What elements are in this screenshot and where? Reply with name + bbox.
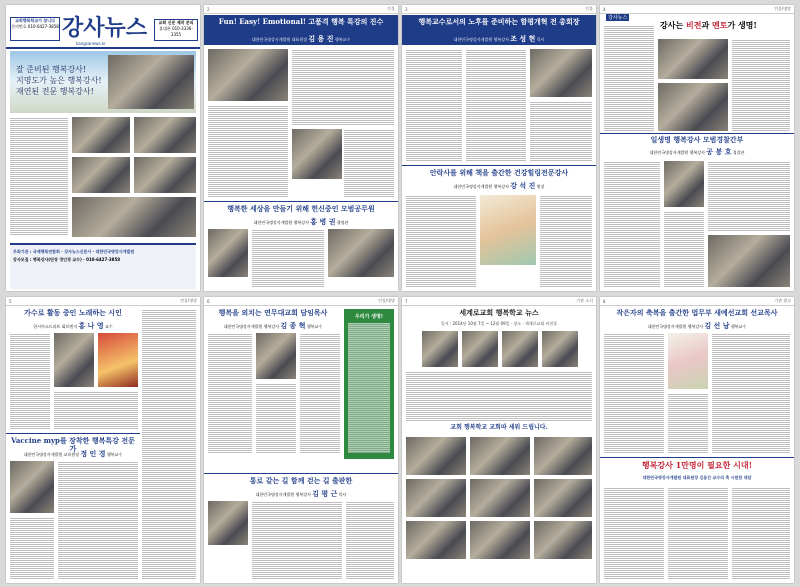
- article-text: [406, 49, 462, 161]
- page-8: [600, 297, 794, 583]
- section-label: 기관 광고: [774, 298, 791, 303]
- headline-2: 통로 같는 길 함께 걷는 길 출판한: [249, 476, 353, 485]
- class-photo-5: [470, 479, 530, 517]
- section-label: 인물/명망: [774, 6, 791, 11]
- article-text-2: [208, 105, 288, 197]
- byline-name: 김 용 진: [308, 35, 334, 43]
- class-photo-8: [470, 521, 530, 559]
- article-text-3: [668, 393, 708, 453]
- byline-2-name: 김 평 근: [312, 490, 338, 498]
- byline-2-sub: 대한민국명강사개발원 행복강사: [453, 184, 509, 189]
- byline-title: 교수: [104, 324, 113, 329]
- ad-box-title: 교회 신문 제작 문의: [158, 20, 194, 25]
- byline: [206, 321, 340, 331]
- byline-title: 목사: [536, 37, 545, 42]
- award-photo: [708, 235, 790, 287]
- byline-2-name: 강 석 진: [510, 182, 536, 190]
- byline-2-sub: 대한민국명강사개발원 행복강사: [253, 220, 310, 225]
- divider: [204, 473, 398, 474]
- page-number: 5: [9, 298, 12, 304]
- section-label: 인물/명망: [180, 298, 197, 303]
- article-text-4: [664, 211, 704, 287]
- article-text-5: [540, 195, 592, 287]
- event-caption: 일시 : 2014년 10월 7일 ~ 12월 09일 · 장소 : 세계로교회 비전홀: [440, 321, 558, 326]
- class-photo-3: [534, 437, 592, 475]
- seminar-photo: [658, 83, 728, 131]
- headline-mentor: 멘토: [711, 20, 728, 30]
- page-header: [402, 5, 596, 14]
- portrait-photo: [658, 39, 728, 79]
- ceremony-photo: [328, 229, 394, 277]
- article-text-4: [10, 517, 54, 579]
- section-label: 인물: [585, 6, 593, 11]
- page-header: [600, 297, 794, 306]
- seminar-photo-2: [72, 117, 130, 153]
- album-cover: [98, 333, 138, 387]
- headline: 작은자의 축복을 출간한 법무부 새예선교회 선교목사: [616, 308, 778, 317]
- portrait-photo: [208, 501, 248, 545]
- ad-box: [154, 19, 198, 41]
- byline-sub: 대한민국명강사개발원 대표원장: [251, 37, 308, 42]
- masthead: 강사뉴스: [62, 15, 148, 41]
- green-sidebar-text: [348, 323, 390, 453]
- class-photo-1: [406, 437, 466, 475]
- headline-part-a: 강사는: [660, 20, 686, 30]
- byline-2: [402, 181, 596, 191]
- article-text-3: [708, 161, 790, 231]
- page-number: 7: [405, 298, 408, 304]
- paper-tag: 강사뉴스: [608, 15, 628, 21]
- page-2: [204, 5, 398, 291]
- headline: 행복교수로서의 노후를 준비하는 함평개혁 전 총회장: [418, 17, 580, 26]
- page-header: [6, 297, 200, 306]
- divider: [6, 433, 140, 434]
- headline-2: 안락사를 위해 책을 출간한 건강힐링전문강사: [429, 168, 569, 177]
- byline-2-sub: 대한민국명강사개발원 교육원장: [23, 452, 80, 457]
- divider: [204, 201, 398, 202]
- byline-name: 홍 나 영: [78, 322, 104, 330]
- page-number: 6: [207, 298, 210, 304]
- class-photo-6: [534, 479, 592, 517]
- page-6: [204, 297, 398, 583]
- article-text-2: [300, 333, 340, 453]
- big-headline: 행복강사 1만명이 필요한 시대!: [641, 460, 753, 470]
- portrait-photo: [10, 461, 54, 513]
- page-header: [204, 5, 398, 14]
- class-photo-9: [534, 521, 592, 559]
- section-label: 기관 소식: [576, 298, 593, 303]
- site-url[interactable]: kangsanews.kr: [76, 41, 106, 46]
- article-text-4: [604, 487, 664, 579]
- byline-2-title: 행복교수: [106, 452, 123, 457]
- byline-2: [204, 217, 398, 227]
- byline-name: 김 선 남: [704, 322, 730, 330]
- article-text-2: [712, 333, 790, 453]
- slogan-2: 지명도가 높은 행복강사!: [16, 75, 102, 85]
- byline-title: 행복교수: [306, 324, 323, 329]
- headline-2: Vaccine myp를 장착한 행복특강 전문가: [11, 436, 135, 454]
- byline-sub: 대한민국명강사개발원 행복강사: [453, 37, 509, 42]
- headline: Fun! Easy! Emotional! 고품격 행복 특강의 진수: [218, 17, 384, 26]
- singer-photo: [54, 333, 94, 387]
- divider: [402, 165, 596, 166]
- page-number: 3: [405, 6, 408, 12]
- pastor-portrait: [256, 333, 296, 379]
- byline-title: 행복교수: [334, 37, 351, 42]
- headline-banner: [204, 15, 398, 45]
- big-headline-sub: 대한민국명강사개발원 대표원장 김용진 교수의 축 시원한 대담: [642, 475, 752, 480]
- byline-sub: 대한민국명강사개발원 행복강사: [647, 324, 704, 329]
- cover-footer: [10, 243, 196, 289]
- cover-text-column: [10, 117, 68, 235]
- speaker-photo-2: [462, 331, 498, 367]
- lecture-photo: [208, 49, 288, 101]
- ad-box-phone: 휴대폰 010-3336-3355: [159, 26, 193, 37]
- byline-name: 김 종 혁: [280, 322, 306, 330]
- article-text: [208, 333, 252, 453]
- byline-2-name: 홍 병 권: [310, 218, 336, 226]
- page-header: [600, 5, 794, 14]
- portrait-photo: [208, 229, 248, 277]
- page-number: 8: [603, 298, 606, 304]
- class-photo-7: [406, 521, 466, 559]
- headline: 행복을 외치는 연무대교회 담임목사: [218, 308, 328, 317]
- divider: [600, 457, 794, 458]
- byline-2-name: 공 봉 호: [706, 148, 732, 156]
- article-text: [10, 333, 50, 429]
- officer-portrait: [664, 161, 704, 207]
- section-label: 인물: [387, 6, 395, 11]
- slogan-1: 잘 준비된 행복강사!: [16, 65, 87, 74]
- byline-2-sub: 대한민국명강사개발원 행복강사: [255, 492, 311, 497]
- article-text: [604, 333, 664, 453]
- page-5: [6, 297, 200, 583]
- headline: 세계로교회 행복학교 뉴스: [459, 308, 539, 317]
- article-text-2: [54, 391, 138, 429]
- class-photo-2: [470, 437, 530, 475]
- article-text-4: [252, 229, 324, 287]
- article-text-6: [732, 487, 790, 579]
- book-cover: [480, 195, 536, 265]
- byline: [8, 321, 138, 331]
- side-column-text: [142, 309, 196, 579]
- article-text-4: [252, 501, 342, 579]
- page-7: [402, 297, 596, 583]
- page-number: 2: [207, 6, 210, 12]
- sidebar-text: [604, 25, 654, 131]
- article-text-3: [58, 461, 138, 579]
- schedule-text: [406, 371, 592, 421]
- byline-name: 조 성 현: [510, 35, 536, 43]
- article-text-4: [406, 195, 476, 287]
- masthead-rule: [6, 47, 200, 49]
- page-3: [402, 5, 596, 291]
- green-sidebar: [344, 309, 394, 459]
- section-title: 교회 행복학교 교회따 세워 드립니다.: [450, 424, 548, 431]
- speaker-photo-4: [542, 331, 578, 367]
- green-sidebar-badge: 우리가 생명!: [354, 314, 384, 320]
- cover-footer-organizers: 주최기관 : 국제행복연합회 · 강사뉴스신문사 · 대한민국명강사개발원: [13, 249, 135, 254]
- seminar-photo-5: [134, 157, 196, 193]
- church-school-box-title: 교회행복학교가 찾니다: [14, 18, 56, 23]
- article-text-3: [530, 101, 592, 161]
- headline-part-e: 가 생명!: [727, 20, 757, 30]
- article-text-5: [668, 487, 728, 579]
- byline: [204, 34, 398, 44]
- headline-part-c: 과: [701, 20, 712, 30]
- headline: [660, 21, 757, 30]
- seminar-photo-6: [72, 197, 196, 237]
- byline-2-name: 정 인 경: [80, 450, 106, 458]
- article-text-5: [346, 501, 394, 579]
- church-school-box-phone: 문의번호 010-6427-3858: [11, 24, 59, 29]
- portrait-photo: [530, 49, 592, 97]
- headline-2: 일생명 행복강사 모범경찰간부: [650, 135, 744, 144]
- byline-2-title: 경찰관: [732, 150, 745, 155]
- cover-footer-recruit: 강사모집 : 행복강사(단장 정인경 교수) · 010-6427-3858: [13, 257, 121, 262]
- article-text: [732, 39, 790, 131]
- article-text-2: [604, 161, 660, 287]
- seminar-photo-1: [108, 55, 194, 109]
- seminar-photo-4: [72, 157, 130, 193]
- byline-2-title: 행정관: [336, 220, 349, 225]
- headline-banner: [402, 15, 596, 45]
- section-label: 인물/명망: [378, 298, 395, 303]
- page-number: 4: [603, 6, 606, 12]
- class-photo-4: [406, 479, 466, 517]
- byline: [402, 34, 596, 44]
- book-cover: [292, 129, 342, 179]
- speaker-photo-3: [502, 331, 538, 367]
- byline-2-title: 목사: [338, 492, 347, 497]
- church-school-box: [10, 17, 60, 41]
- article-text-3: [256, 383, 296, 453]
- headline-vision: 비전: [685, 20, 702, 30]
- cover-slogans: [16, 65, 102, 97]
- headline: 가수로 활동 중인 노래하는 시인: [24, 308, 122, 317]
- book-cover: [668, 333, 708, 389]
- byline: [600, 321, 794, 331]
- byline-2-title: 원장: [536, 184, 545, 189]
- page-1-cover: [6, 5, 200, 291]
- article-text-3: [344, 129, 394, 197]
- byline-2: [8, 449, 138, 459]
- slogan-3: 재연된 전문 행복강사!: [16, 86, 94, 96]
- byline-sub: 대한민국명강사개발원 행복강사: [223, 324, 280, 329]
- byline-title: 행복교수: [730, 324, 747, 329]
- seminar-photo-3: [134, 117, 196, 153]
- byline-sub: 한시아소드라트 회브앤지: [33, 324, 78, 329]
- headline-2-box: [600, 133, 794, 158]
- article-text: [292, 49, 394, 125]
- article-text-2: [466, 49, 526, 161]
- byline-2-sub: 대한민국명강사개발원 행복강사: [649, 150, 706, 155]
- speaker-photo-1: [422, 331, 458, 367]
- page-4: [600, 5, 794, 291]
- page-header: [402, 297, 596, 306]
- byline-2: [204, 489, 398, 499]
- page-header: [204, 297, 398, 306]
- byline-2: [600, 147, 794, 157]
- headline-2: 행복한 세상을 만들기 위해 헌신중인 모범공무원: [227, 204, 375, 213]
